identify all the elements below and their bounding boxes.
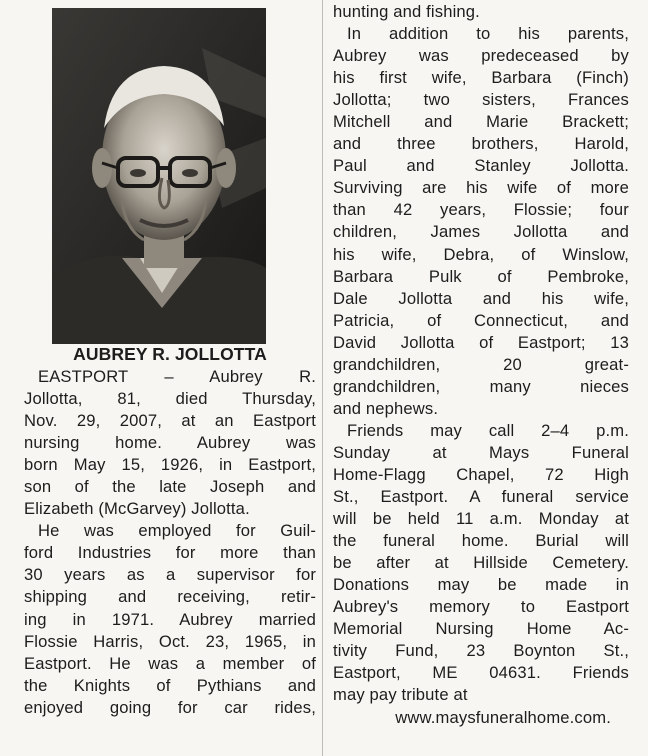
text-line: be after at Hillside Cemetery. bbox=[333, 553, 629, 573]
text-line: enjoyed going for car rides, bbox=[24, 697, 316, 717]
obituary-name-heading: AUBREY R. JOLLOTTA bbox=[73, 344, 267, 364]
text-line: the Knights of Pythians and bbox=[24, 675, 316, 695]
column-divider bbox=[322, 0, 323, 756]
obituary-left-column bbox=[24, 366, 316, 719]
text-line: his first wife, Barbara (Finch) bbox=[333, 68, 629, 88]
text-line: his wife, Debra, of Winslow, bbox=[333, 244, 629, 264]
portrait-photo bbox=[52, 8, 266, 344]
text-line: Eastport, ME 04631. Friends bbox=[333, 663, 629, 683]
text-line: Sunday at Mays Funeral bbox=[333, 442, 629, 462]
text-line: Barbara Pulk of Pembroke, bbox=[333, 266, 629, 286]
text-line: grandchildren, many nieces bbox=[333, 376, 629, 396]
text-line: Paul and Stanley Jollotta. bbox=[333, 156, 629, 176]
text-line: will be held 11 a.m. Monday at bbox=[333, 509, 629, 529]
text-line: St., Eastport. A funeral service bbox=[333, 487, 629, 507]
text-line: Aubrey was predeceased by bbox=[333, 46, 629, 66]
text-line: Friends may call 2–4 p.m. bbox=[347, 420, 629, 440]
text-line: Aubrey's memory to Eastport bbox=[333, 597, 629, 617]
text-line: Home-Flagg Chapel, 72 High bbox=[333, 464, 629, 484]
text-line: Jollotta, 81, died Thursday, bbox=[24, 389, 316, 409]
text-line: ford Industries for more than bbox=[24, 543, 316, 563]
obituary-right-column bbox=[333, 1, 629, 729]
text-line: born May 15, 1926, in Eastport, bbox=[24, 455, 316, 475]
text-line: the funeral home. Burial will bbox=[333, 531, 629, 551]
text-line: Mitchell and Marie Brackett; bbox=[333, 112, 629, 132]
text-line: Surviving are his wife of more bbox=[333, 178, 629, 198]
text-line: Jollotta; two sisters, Frances bbox=[333, 90, 629, 110]
text-line: tivity Fund, 23 Boynton St., bbox=[333, 641, 629, 661]
funeral-home-website: www.maysfuneralhome.com. bbox=[395, 707, 611, 727]
text-line: ing in 1971. Aubrey married bbox=[24, 609, 316, 629]
text-line: son of the late Joseph and bbox=[24, 477, 316, 497]
text-line: He was employed for Guil- bbox=[38, 521, 316, 541]
text-line: Patricia, of Connecticut, and bbox=[333, 310, 629, 330]
text-line: 30 years as a supervisor for bbox=[24, 565, 316, 585]
text-line: Donations may be made in bbox=[333, 575, 629, 595]
text-line: grandchildren, 20 great- bbox=[333, 354, 629, 374]
text-line: EASTPORT – Aubrey R. bbox=[38, 367, 316, 386]
text-line: nursing home. Aubrey was bbox=[24, 433, 316, 453]
text-line: Elizabeth (McGarvey) Jollotta. bbox=[24, 499, 250, 519]
text-line: Flossie Harris, Oct. 23, 1965, in bbox=[24, 631, 316, 651]
text-line: than 42 years, Flossie; four bbox=[333, 200, 629, 220]
text-line: David Jollotta of Eastport; 13 bbox=[333, 332, 629, 352]
text-line: children, James Jollotta and bbox=[333, 222, 629, 242]
text-line: Dale Jollotta and his wife, bbox=[333, 288, 629, 308]
text-line: Memorial Nursing Home Ac- bbox=[333, 619, 629, 639]
text-line: hunting and fishing. bbox=[333, 2, 480, 21]
text-line: and three brothers, Harold, bbox=[333, 134, 629, 154]
text-line: In addition to his parents, bbox=[347, 24, 629, 44]
text-line: Eastport. He was a member of bbox=[24, 653, 316, 673]
text-line: and nephews. bbox=[333, 398, 439, 418]
text-line: shipping and receiving, retir- bbox=[24, 587, 316, 607]
text-line: may pay tribute at bbox=[333, 685, 468, 705]
text-line: Nov. 29, 2007, at an Eastport bbox=[24, 411, 316, 431]
